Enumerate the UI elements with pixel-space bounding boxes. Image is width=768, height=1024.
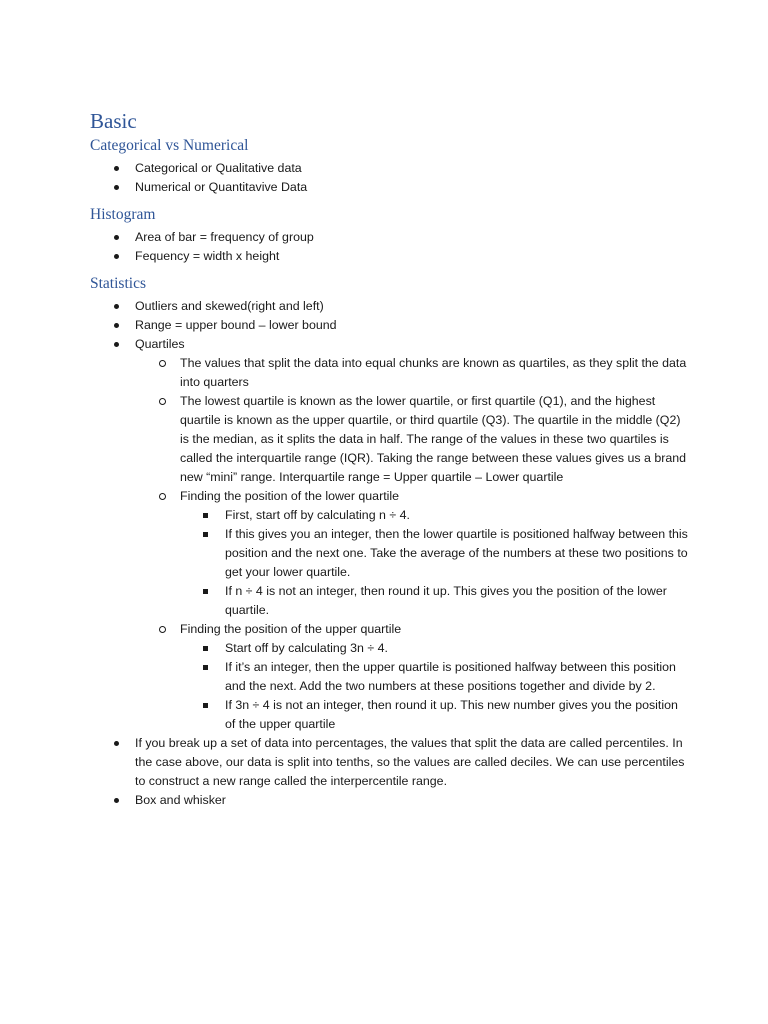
list-item [180,582,690,620]
list-item-text: First, start off by calculating n ÷ 4. [225,508,410,522]
square-bullet-icon [203,639,208,658]
list-item [180,506,690,525]
list-item-text: Quartiles [135,337,185,351]
list-item-text: Finding the position of the lower quartile [180,489,400,503]
lower-quartile-steps [180,506,690,620]
square-bullet-icon [203,658,208,677]
document-body [90,108,690,810]
upper-quartile-steps [180,639,690,734]
square-bullet-icon [203,506,208,525]
list-item-text: If this gives you an integer, then the lower quartile is positioned halfway between this position and the next one. Take the average of the numbers at these two positions to get your lower quartile. [225,527,688,579]
list-item [90,297,690,316]
list-item-text: Finding the position of the upper quartile [180,622,402,636]
list-item [135,620,690,734]
list-item-text: The values that split the data into equal chunks are known as quartiles, as they split the data into quarters [180,356,687,389]
list-item [90,228,690,247]
list-item [90,178,690,197]
list-item-text: Box and whisker [135,793,226,807]
circle-bullet-icon [159,354,166,373]
list-item [90,335,690,734]
list-item [90,734,690,791]
section-heading-statistics: Statistics [90,275,146,292]
bullet-icon [114,247,119,266]
list-item-text: Range = upper bound – lower bound [135,318,337,332]
circle-bullet-icon [159,620,166,639]
title-heading: Basic [90,109,137,133]
bullet-icon [114,316,119,335]
list-item-text: Area of bar = frequency of group [135,230,314,244]
square-bullet-icon [203,525,208,544]
section-heading-histogram: Histogram [90,206,156,223]
list-item-text: If it’s an integer, then the upper quartile is positioned halfway between this position and the next. Add the two numbers at these positions together and divide by 2. [225,660,676,693]
list-item [180,525,690,582]
list-item-text: If n ÷ 4 is not an integer, then round it up. This gives you the position of the lower quartile. [225,584,667,617]
bullet-icon [114,734,119,753]
list-item-text: If 3n ÷ 4 is not an integer, then round it up. This new number gives you the position of the upper quartile [225,698,678,731]
list-item-text: Outliers and skewed(right and left) [135,299,324,313]
bullet-icon [114,159,119,178]
list-item [90,247,690,266]
list-item-text: Categorical or Qualitative data [135,161,302,175]
list-item [135,487,690,620]
square-bullet-icon [203,696,208,715]
categorical-list [90,159,690,197]
list-item-text: Numerical or Quantitavive Data [135,180,308,194]
bullet-icon [114,297,119,316]
circle-bullet-icon [159,392,166,411]
quartiles-sublist [135,354,690,734]
square-bullet-icon [203,582,208,601]
list-item [90,791,690,810]
list-item-text: The lowest quartile is known as the lower quartile, or first quartile (Q1), and the highest quartile is known as the upper quartile, or third quartile (Q3). The quartile in the middle (Q2) is the median, as it splits the data in half. The range of the values in these two quartiles is called the interquartile range (IQR). Taking the range between these values gives us a brand new “mini” range. Interquartile range = Upper quartile – Lower quartile [180,394,687,484]
bullet-icon [114,178,119,197]
list-item-text: If you break up a set of data into percentages, the values that split the data are called percentiles. In the case above, our data is split into tenths, so the values are called deciles. We can use percentiles to construct a new range called the interpercentile range. [135,736,685,788]
bullet-icon [114,228,119,247]
histogram-list [90,228,690,266]
bullet-icon [114,335,119,354]
list-item [90,316,690,335]
list-item [135,392,690,487]
statistics-list [90,297,690,810]
circle-bullet-icon [159,487,166,506]
list-item [180,639,690,658]
section-heading-categorical: Categorical vs Numerical [90,137,249,154]
list-item [90,159,690,178]
list-item-text: Fequency = width x height [135,249,280,263]
list-item-text: Start off by calculating 3n ÷ 4. [225,641,388,655]
bullet-icon [114,791,119,810]
list-item [180,658,690,696]
list-item [180,696,690,734]
list-item [135,354,690,392]
